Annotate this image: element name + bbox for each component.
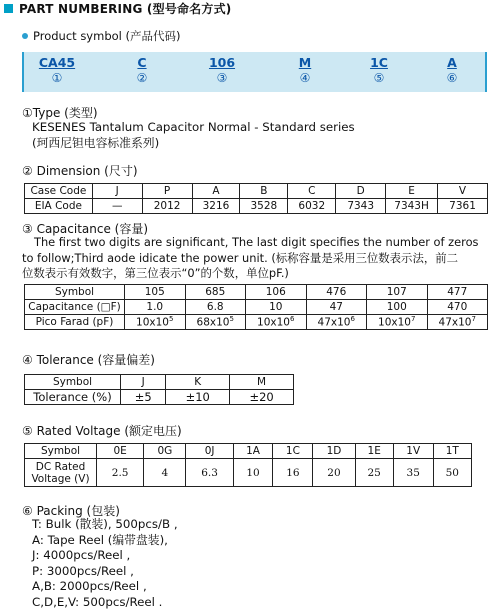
type-line: (珂西尼钽电容标准系列): [32, 136, 160, 150]
code-number: ⑥: [446, 71, 458, 85]
table-row: [25, 390, 294, 405]
table-cell: Case Code: [25, 184, 93, 199]
capacitance-line: The first two digits are significant, The last digit specifies the number of zeros: [34, 235, 479, 249]
table-cell: 3528: [240, 199, 288, 214]
packing-item: J: 4000pcs/Reel ,: [32, 548, 131, 562]
capacitance-line: 位数表示有效数字，第三位表示“0”的个数，单位pF.): [22, 266, 289, 280]
table-cell: 7343: [336, 199, 386, 214]
packing-item: A,B: 2000pcs/Reel ,: [32, 579, 147, 593]
table-row: [25, 184, 488, 199]
table-cell: 1C: [273, 444, 313, 459]
type-description: [32, 119, 355, 151]
voltage-heading: ⑤ Rated Voltage (额定电压): [22, 424, 182, 438]
table-cell: P: [142, 184, 192, 199]
table-cell: 10: [233, 459, 273, 487]
table-cell: 7361: [438, 199, 488, 214]
table-cell: 25: [355, 459, 393, 487]
table-cell: [306, 315, 367, 330]
code-number: ④: [299, 71, 311, 85]
table-cell: 470: [427, 300, 488, 315]
packing-item: C,D,E,V: 500pcs/Reel .: [32, 594, 163, 609]
table-cell: 477: [427, 285, 488, 300]
code-number: ③: [216, 71, 228, 85]
table-cell: J: [121, 375, 166, 390]
pf-exponent: 5: [229, 315, 234, 324]
table-cell: V: [438, 184, 488, 199]
dc-label-line: Voltage (V): [31, 472, 90, 485]
table-cell: 105: [125, 285, 186, 300]
table-cell: [427, 315, 488, 330]
table-cell: 1T: [433, 444, 471, 459]
table-cell: 685: [185, 285, 246, 300]
table-header-cell: Tolerance (%): [25, 390, 121, 405]
table-cell: J: [92, 184, 142, 199]
code-item: [128, 55, 156, 86]
code-number: ①: [51, 71, 63, 85]
pf-exponent: 7: [471, 315, 476, 324]
table-cell: 2012: [142, 199, 192, 214]
pf-exponent: 7: [410, 315, 416, 324]
table-header-cell: Symbol: [25, 444, 97, 459]
table-cell: 16: [273, 459, 313, 487]
table-cell: D: [336, 184, 386, 199]
table-cell: E: [386, 184, 438, 199]
table-cell: ±5: [121, 390, 166, 405]
pf-exponent: 6: [350, 315, 355, 324]
table-cell: 0J: [186, 444, 233, 459]
table-header-cell: Symbol: [25, 375, 121, 390]
table-cell: K: [166, 375, 230, 390]
packing-heading: ⑥ Packing (包装): [22, 504, 120, 518]
table-cell: B: [240, 184, 288, 199]
table-cell: 6.3: [186, 459, 233, 487]
table-cell: 4: [144, 459, 186, 487]
table-cell: EIA Code: [25, 199, 93, 214]
table-row: [25, 459, 472, 487]
table-header-cell: Symbol: [25, 285, 125, 300]
dc-label-line: DC Rated: [35, 460, 86, 473]
table-cell: M: [230, 375, 294, 390]
capacitance-heading: ③ Capacitance (容量): [22, 222, 149, 236]
packing-item: T: Bulk (散装), 500pcs/B ,: [32, 517, 178, 531]
square-bullet-icon: [4, 4, 13, 13]
code-value: 1C: [370, 55, 388, 70]
page-title: PART NUMBERING (型号命名方式): [19, 1, 232, 16]
product-symbol-label: Product symbol (产品代码): [33, 29, 181, 43]
capacitance-table: [24, 284, 488, 330]
pf-base: 10x10: [136, 316, 169, 329]
table-row: [25, 315, 488, 330]
packing-item: A: Tape Reel (编带盘装),: [32, 532, 168, 547]
pf-base: 68x10: [196, 316, 230, 329]
dot-bullet-icon: [22, 33, 28, 39]
table-cell: 1E: [355, 444, 393, 459]
table-cell: 1A: [233, 444, 273, 459]
table-cell: [367, 315, 428, 330]
table-cell: 6.8: [185, 300, 246, 315]
code-number: ⑤: [373, 71, 385, 85]
table-cell: 100: [367, 300, 428, 315]
table-cell: —: [92, 199, 142, 214]
voltage-table: [24, 443, 472, 487]
table-header-cell: Capacitance (□F): [25, 300, 125, 315]
code-value: 106: [208, 55, 236, 70]
table-cell: [125, 315, 186, 330]
pf-base: 47x10: [438, 316, 472, 329]
table-row: [25, 375, 294, 390]
packing-item: P: 3000pcs/Reel ,: [32, 563, 134, 578]
table-cell: 1.0: [125, 300, 186, 315]
table-header-cell: [25, 459, 97, 487]
table-cell: C: [288, 184, 336, 199]
table-header-cell: Pico Farad (pF): [25, 315, 125, 330]
code-value: C: [137, 55, 147, 70]
table-cell: 10: [246, 300, 307, 315]
table-cell: 47: [306, 300, 367, 315]
code-item: [438, 55, 466, 86]
table-cell: A: [192, 184, 240, 199]
dimension-table: [24, 183, 488, 214]
capacitance-line: to follow;Third aode idicate the power unit. (标称容量是采用三位数表示法，前二: [22, 250, 459, 265]
table-cell: 0G: [144, 444, 186, 459]
code-item: [205, 55, 239, 86]
table-row: [25, 300, 488, 315]
code-item: [291, 55, 319, 86]
table-cell: 3216: [192, 199, 240, 214]
code-number: ②: [136, 71, 148, 85]
pf-exponent: 6: [289, 315, 295, 324]
table-cell: 476: [306, 285, 367, 300]
pf-exponent: 5: [168, 315, 174, 324]
table-cell: 20: [313, 459, 355, 487]
type-line: KESENES Tantalum Capacitor Normal - Standard series: [32, 120, 355, 134]
table-cell: 107: [367, 285, 428, 300]
table-row: [25, 285, 488, 300]
table-cell: [185, 315, 246, 330]
table-cell: 50: [433, 459, 471, 487]
packing-list: [32, 517, 178, 610]
code-value: CA45: [38, 55, 76, 70]
table-row: [25, 199, 488, 214]
table-cell: 1V: [393, 444, 433, 459]
table-row: [25, 444, 472, 459]
table-cell: 2.5: [97, 459, 144, 487]
table-cell: 35: [393, 459, 433, 487]
table-cell: 6032: [288, 199, 336, 214]
pf-base: 10x10: [378, 316, 411, 329]
type-heading: ①Type (类型): [22, 106, 98, 120]
table-cell: [246, 315, 307, 330]
table-cell: ±10: [166, 390, 230, 405]
tolerance-table: [24, 374, 294, 405]
dimension-heading: ② Dimension (尺寸): [22, 164, 138, 178]
table-cell: 106: [246, 285, 307, 300]
code-value: M: [298, 55, 312, 70]
code-item: [32, 55, 82, 86]
tolerance-heading: ④ Tolerance (容量偏差): [22, 353, 155, 367]
pf-base: 10x10: [257, 316, 290, 329]
code-item: [364, 55, 394, 86]
table-cell: ±20: [230, 390, 294, 405]
section-header: [4, 0, 231, 16]
product-symbol-heading: [22, 28, 180, 44]
capacitance-description: [22, 235, 496, 282]
pf-base: 47x10: [317, 316, 351, 329]
table-cell: 7343H: [386, 199, 438, 214]
product-code-band: [22, 52, 487, 92]
code-value: A: [447, 55, 457, 70]
table-cell: 1D: [313, 444, 355, 459]
table-cell: 0E: [97, 444, 144, 459]
